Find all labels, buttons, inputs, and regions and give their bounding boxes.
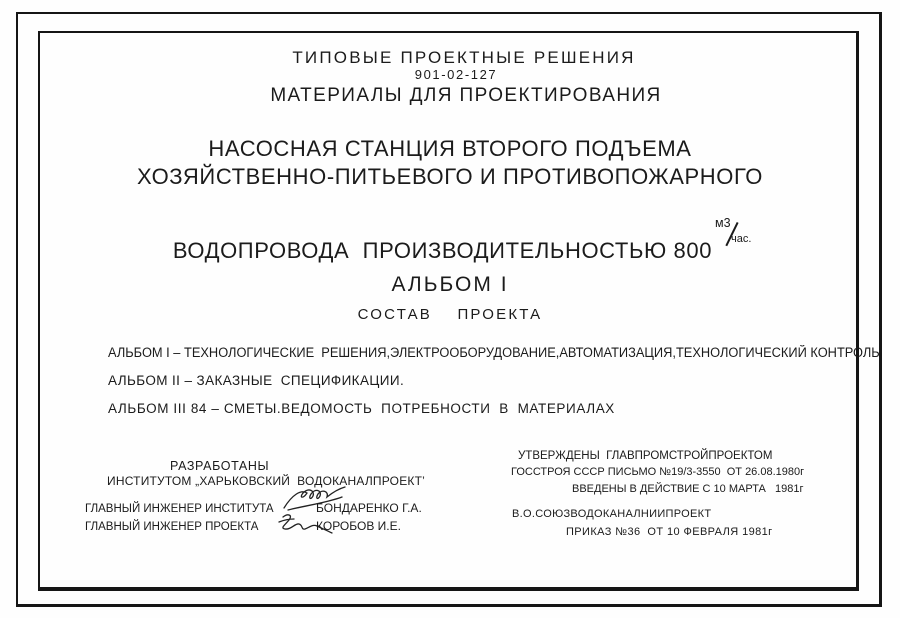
- effective-date-line: ВВЕДЕНЫ В ДЕЙСТВИЕ С 10 МАРТА 1981г: [572, 483, 804, 495]
- materials-title: МАТЕРИАЛЫ ДЛЯ ПРОЕКТИРОВАНИЯ: [270, 85, 662, 106]
- main-title-line-2: ХОЗЯЙСТВЕННО-ПИТЬЕВОГО И ПРОТИВОПОЖАРНОГО: [137, 164, 763, 189]
- project-composition-heading: СОСТАВ ПРОЕКТА: [357, 306, 543, 323]
- chief-engineer-institute-role: ГЛАВНЫЙ ИНЖЕНЕР ИНСТИТУТА: [85, 503, 274, 515]
- chief-engineer-project-name: КОРОБОВ И.Е.: [316, 519, 401, 533]
- capacity-unit-denominator: час.: [731, 233, 752, 246]
- developed-by-heading: РАЗРАБОТАНЫ: [170, 459, 270, 473]
- chief-engineer-institute-name: БОНДАРЕНКО Г.А.: [316, 501, 422, 515]
- contents-item-album-3: АЛЬБОМ III 84 – СМЕТЫ.ВЕДОМОСТЬ ПОТРЕБНОСТИ В МАТЕРИАЛАХ: [108, 401, 615, 416]
- approval-letter-line: ГОССТРОЯ СССР ПИСЬМО №19/3-3550 ОТ 26.08.1980г: [511, 466, 805, 478]
- series-title: ТИПОВЫЕ ПРОЕКТНЫЕ РЕШЕНИЯ: [292, 48, 636, 67]
- contents-item-album-2: АЛЬБОМ II – ЗАКАЗНЫЕ СПЕЦИФИКАЦИИ.: [108, 373, 405, 388]
- approved-by-line: УТВЕРЖДЕНЫ ГЛАВПРОМСТРОЙПРОЕКТОМ: [518, 450, 773, 462]
- contents-item-album-1: АЛЬБОМ I – ТЕХНОЛОГИЧЕСКИЕ РЕШЕНИЯ,ЭЛЕКТРООБОРУДОВАНИЕ,АВТОМАТИЗАЦИЯ,ТЕХНОЛОГИЧЕСКИЙ КОНТРОЛЬ: [108, 345, 880, 360]
- album-heading: АЛЬБОМ I: [391, 273, 509, 296]
- issuing-organization-line: В.О.СОЮЗВОДОКАНАЛНИИПРОЕКТ: [512, 508, 712, 520]
- developed-by-institute: ИНСТИТУТОМ „ХАРЬКОВСКИЙ ВОДОКАНАЛПРОЕКТ’: [107, 474, 426, 488]
- chief-engineer-project-role: ГЛАВНЫЙ ИНЖЕНЕР ПРОЕКТА: [85, 521, 259, 533]
- capacity-unit: [712, 218, 754, 252]
- main-title-line-3-text: ВОДОПРОВОДА ПРОИЗВОДИТЕЛЬНОСТЬЮ 800: [172, 238, 713, 264]
- order-number-line: ПРИКАЗ №36 ОТ 10 ФЕВРАЛЯ 1981г: [566, 526, 773, 538]
- main-title-line-1: НАСОСНАЯ СТАНЦИЯ ВТОРОГО ПОДЪЕМА: [208, 136, 692, 161]
- capacity-unit-numerator: м3: [715, 216, 731, 231]
- series-code: 901-02-127: [414, 67, 498, 82]
